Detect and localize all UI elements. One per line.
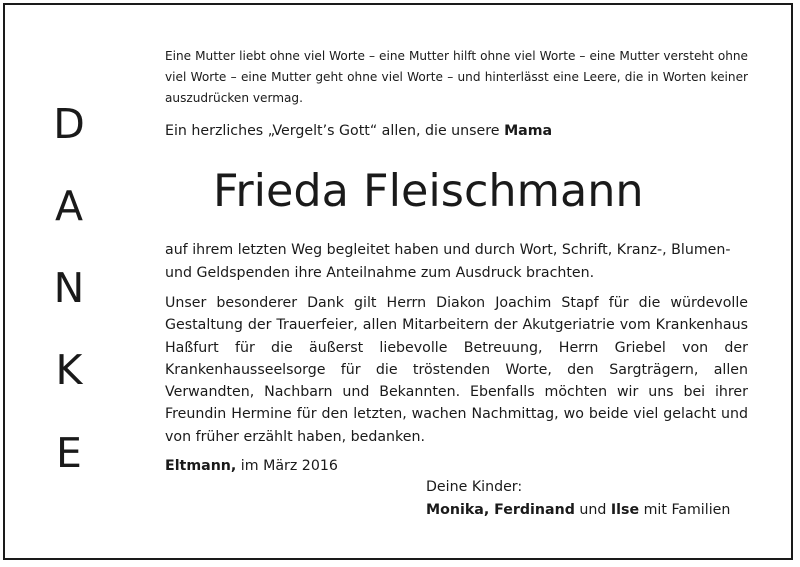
signature-connector: und [574,501,611,518]
signature-names-bold: Monika, Ferdinand [426,501,575,518]
heading-letter-k: K [55,346,83,394]
date: im März 2016 [236,458,338,474]
heading-letter-a: A [54,182,84,230]
place: Eltmann, [165,458,237,474]
signature [426,476,730,521]
place-date [165,455,338,477]
signature-intro: Deine Kinder: [426,479,523,495]
heading-letter-n: N [53,264,85,312]
heading-letter-e: E [56,429,82,477]
signature-name-last: Ilse [610,501,640,518]
paragraph-funeral-thanks: auf ihrem letzten Weg begleitet haben und durch Wort, Schrift, Kranz-, Blumen- und Geldspenden ihre Anteilnahme zum Ausdruck brachten. [165,242,731,281]
deceased-name: Frieda Fleischmann [213,166,644,217]
paragraph-special-thanks: Unser besonderer Dank gilt Herrn Diakon Joachim Stapf für die würdevolle Gestaltung der Trauerfeier, allen Mitarbeitern der Akutgeriatrie vom Krankenhaus Haßfurt für die äußerst liebevolle Betreuung, Herrn Griebel von der Krankenhausseelsorge für die tröstenden Worte, den Sargträgern, allen Verwandten, Nachbarn und Bekannten. Ebenfalls möchten wir uns bei ihrer Freundin Hermine für den letzten, wachen Nachmittag, wo beide viel gelacht und von früher erzählt haben, bedanken. [165,295,748,445]
thanks-line [165,120,552,142]
signature-suffix: mit Familien [639,501,731,518]
heading-letter-d: D [53,100,85,148]
thanks-mama: Mama [504,123,553,139]
signature-names [426,499,730,522]
intro-quote: Eine Mutter liebt ohne viel Worte – eine Mutter hilft ohne viel Worte – eine Mutter versteht ohne viel Worte – eine Mutter geht ohne viel Worte – und hinterlässt eine Leere, die in Worten keiner auszudrücken vermag. [165,49,748,105]
thanks-text: Ein herzliches „Vergelt’s Gott“ allen, die unsere [165,123,505,139]
